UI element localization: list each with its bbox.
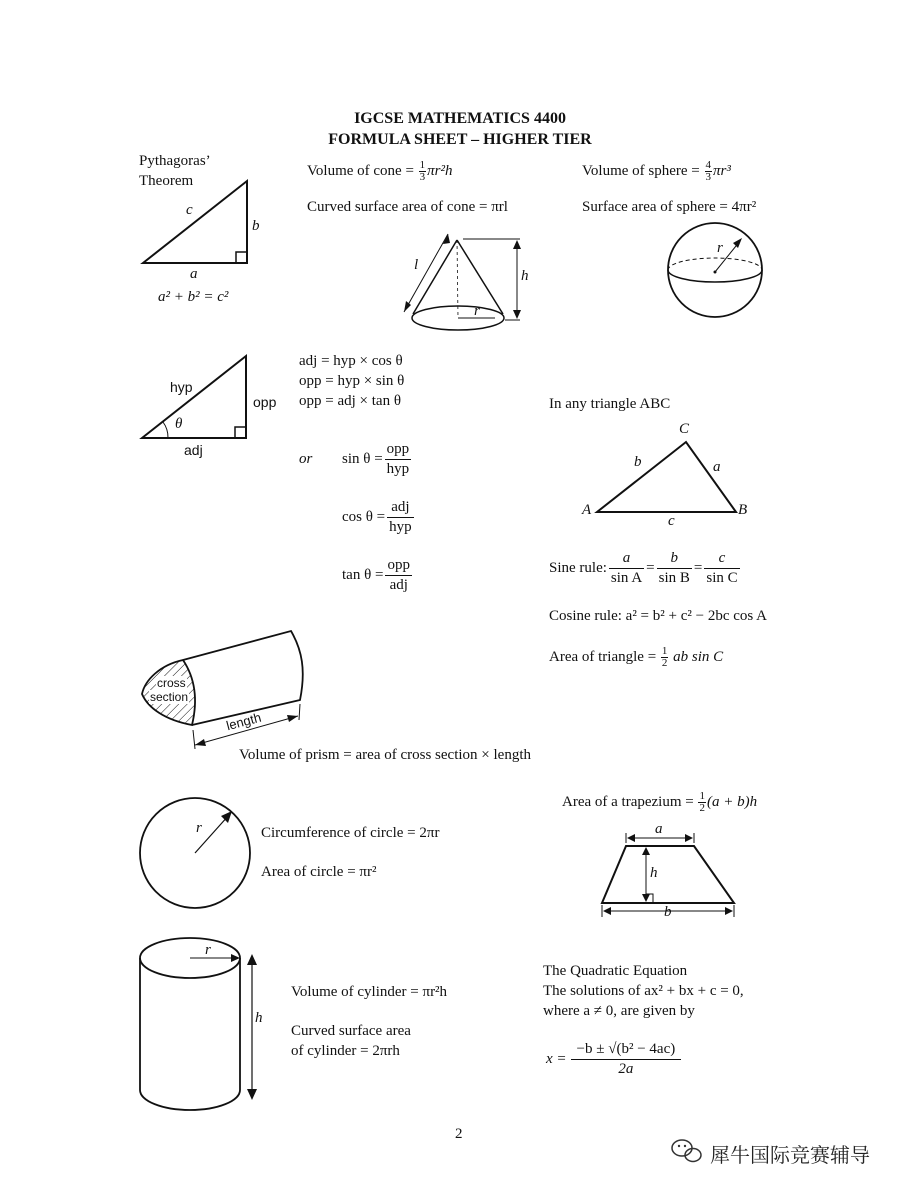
sine-rule-formula: Sine rule: $\frac{a}{\text{sin A}}$ = $\frac{b}{\text{sin B}}$ = $\frac{c}{\text{sin C}}$ [549, 550, 738, 586]
trapezium-label-a: a [655, 821, 663, 837]
cone-surface-formula: Curved surface area of cone = πrl [307, 199, 508, 215]
trapezium-label-b: b [664, 904, 672, 920]
quadratic-formula: x = $\frac{\text{−b ± √(b² − 4ac)}}{2a}$ [546, 1040, 683, 1079]
triangle-label-b: b [634, 454, 642, 470]
cylinder-volume-formula: Volume of cylinder = πr²h [291, 984, 448, 1000]
prism-cross-label-line2: section [150, 690, 189, 704]
trapezium-area-formula: Area of a trapezium = $\frac{1}{2}$ (a + b)h [562, 790, 758, 814]
pythagoras-label-b: b [252, 218, 260, 234]
cosine-rule-formula: Cosine rule: a² = b² + c² − 2bc cos A [549, 608, 767, 624]
page-title-line1: IGCSE MATHEMATICS 4400 [354, 110, 566, 127]
prism-length-label: length [224, 709, 263, 734]
triangle-label-B: B [738, 502, 748, 518]
pythagoras-title-line1: Pythagoras’ [139, 153, 211, 169]
trig-label-adj: adj [184, 442, 203, 458]
trig-label-hyp: hyp [170, 379, 193, 395]
pythagoras-label-a: a [190, 266, 198, 282]
pythagoras-title-line2: Theorem [139, 173, 194, 189]
trig-or: or [299, 451, 313, 467]
tan-ratio-formula: tan θ = opp adj [342, 557, 410, 593]
triangle-label-a: a [713, 459, 721, 475]
trig-label-opp: opp [253, 394, 277, 410]
cylinder-surface-line1: Curved surface area [291, 1023, 411, 1039]
circle-label-r: r [196, 820, 202, 836]
quadratic-line2: where a ≠ 0, are given by [543, 1003, 695, 1019]
triangle-heading: In any triangle ABC [549, 396, 671, 412]
cylinder-label-h: h [255, 1010, 263, 1026]
pythagoras-formula: a² + b² = c² [158, 289, 229, 305]
circle-circumference-formula: Circumference of circle = 2πr [261, 825, 440, 841]
cone-label-l: l [414, 257, 419, 273]
page-title-line2: FORMULA SHEET – HIGHER TIER [328, 131, 592, 148]
quadratic-heading: The Quadratic Equation [543, 963, 688, 979]
cone-label-h: h [521, 268, 529, 284]
triangle-label-A: A [582, 502, 592, 518]
prism-volume-formula: Volume of prism = area of cross section × length [239, 747, 531, 763]
cone-volume-formula: Volume of cone = $\frac{1}{3}$ πr²h [307, 159, 453, 183]
trig-label-theta: θ [175, 416, 183, 432]
triangle-area-formula: Area of triangle = $\frac{1}{2}$ ab sin C [549, 645, 724, 669]
trig-opp-adj-formula: opp = adj × tan θ [299, 393, 402, 409]
page-number: 2 [455, 1126, 463, 1142]
sphere-surface-formula: Surface area of sphere = 4πr² [582, 199, 757, 215]
cylinder-surface-line2: of cylinder = 2πrh [291, 1043, 400, 1059]
trig-opp-hyp-formula: opp = hyp × sin θ [299, 373, 405, 389]
trig-adj-formula: adj = hyp × cos θ [299, 353, 403, 369]
triangle-label-C: C [679, 421, 690, 437]
cylinder-label-r: r [205, 942, 211, 958]
cone-label-r: r [474, 303, 480, 319]
trapezium-label-h: h [650, 865, 658, 881]
sin-ratio-formula: sin θ = opp hyp [342, 441, 410, 477]
sphere-label-r: r [717, 240, 723, 256]
watermark-text: 犀牛国际竞赛辅导 [710, 1143, 870, 1167]
prism-cross-label-line1: cross [157, 676, 186, 690]
sphere-volume-formula: Volume of sphere = $\frac{4}{3}$ πr³ [582, 159, 731, 183]
cos-ratio-formula: cos θ = adj hyp [342, 499, 412, 535]
quadratic-line1: The solutions of ax² + bx + c = 0, [543, 983, 744, 999]
triangle-label-c: c [668, 513, 675, 529]
circle-area-formula: Area of circle = πr² [261, 864, 377, 880]
pythagoras-label-c: c [186, 202, 193, 218]
